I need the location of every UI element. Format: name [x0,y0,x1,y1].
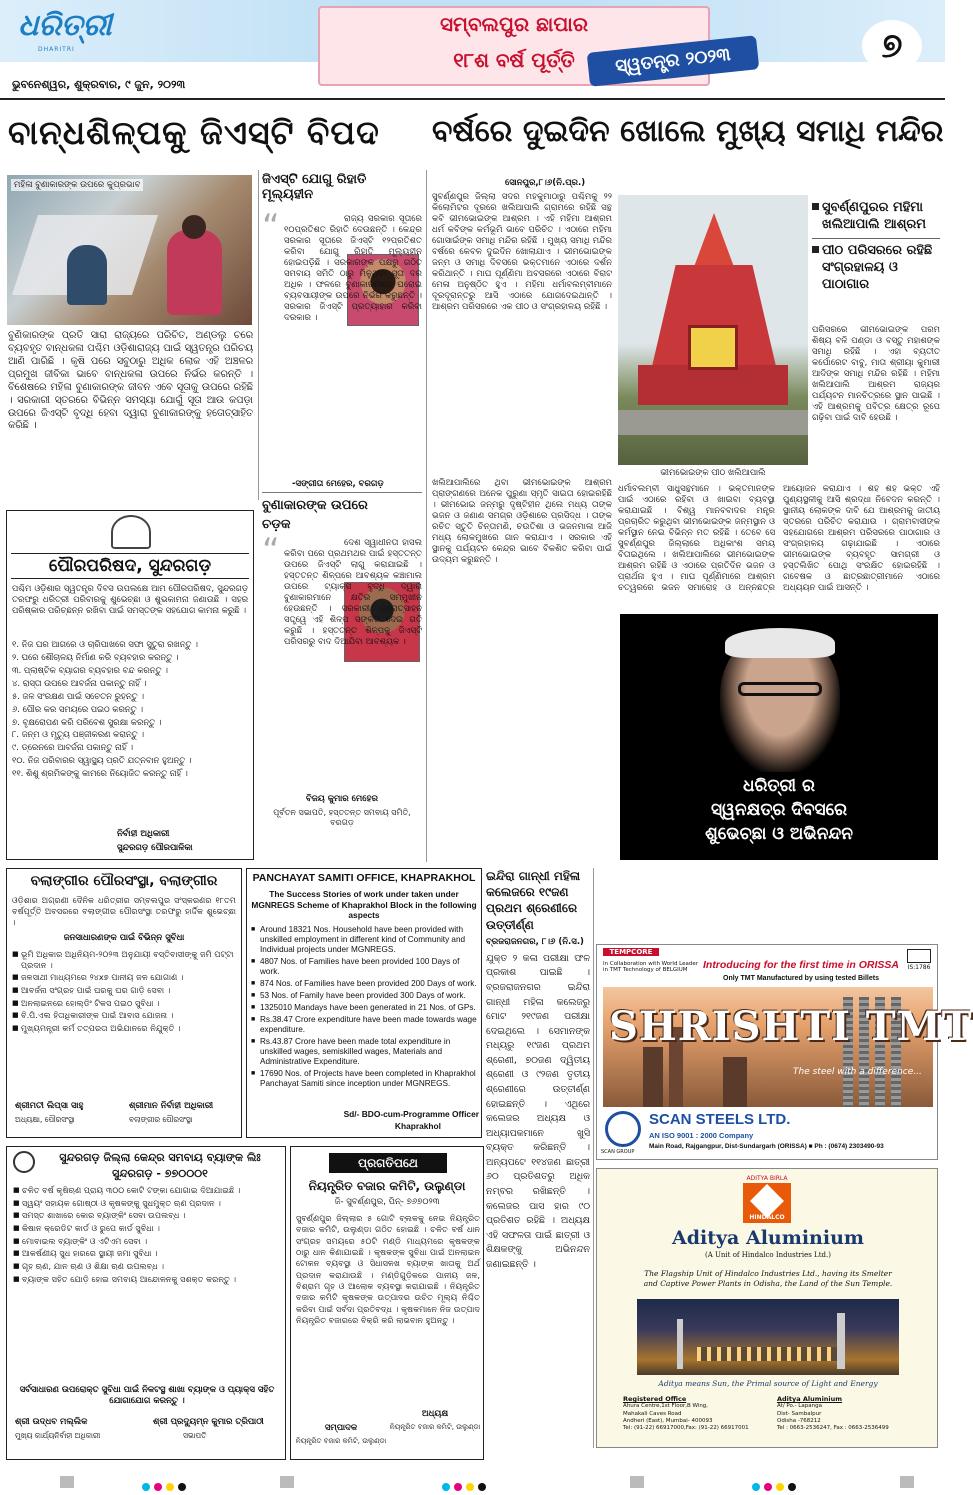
bolangir-title: ବଲାଙ୍ଗୀର ପୌରସଂସ୍ଥା, ବଲାଙ୍ଗୀର [30,873,218,889]
panchayat-item: ■ 874 Nos. of Families have been provided 200 Days of work. [251,979,479,989]
bolangir-item: ■ ବି.ପି.ଏଲ ହିତାଧିକାରୀଙ୍କ ପାଇଁ ଆବାସ ଯୋଜନା । [12,1010,236,1021]
tribute-line-2: ସ୍ୱନକ୍ଷତ୍ର ଦିବସରେ [710,800,848,820]
temple-photo [618,195,808,465]
temple-photo-caption: ଭୀମଭୋଇଙ୍କ ପୀଠ ଖଲିଆପାଲି [660,468,766,478]
lead-left-headline: ବାନ୍ଧଶିଳ୍ପକୁ ଜିଏସ୍‌ଟି ବିପଦ [8,113,380,152]
hindalco-plant: Aditya Aluminium At/ Po.- Lapanga Dist- Sambalpur Odisha -768212 Tel : 0663-2536247, Fax : 0663-2536499 [777,1395,889,1431]
bolangir-sign-2: ଶ୍ରୀମାନ ନିର୍ବାହୀ ଅଧିକାରୀ [129,1101,214,1111]
masthead [0,0,945,100]
college-notice [486,868,590,1448]
lead-right-side-body: ପରିସରରେ ଭୀମଭୋଇଙ୍କ ପରମ ଶିଷ୍ୟ ବଳି ପଣ୍ଡା ଓ ବସ୍ତୁ ମହାଶଙ୍କ ସମାଧି ରହିଛି । ଏହା ବ୍ୟତୀତ କର୍ପୋରେଟ ବାବୁ, ମାତା ଶ୍ରୀୟା କୁମାରୀ ଆଦିଙ୍କ ସମାଧି ମନ୍ଦିର ରହିଛି । ମହିମା ଖଲିଆପାଲି ଆଶ୍ରମ ରାଜ୍ୟର ପର୍ଯ୍ୟଟନ ମାନଚିତ୍ରରେ ସ୍ଥାନ ପାଇଛି । ଏହି ଆଶ୍ରମକୁ ପବିତ୍ର କ୍ଷେତ୍ର ରୂପେ ଗଢ଼ିବା ପାଇଁ ଦାବି ହେଉଛି । [812,325,940,424]
paurparishad-item: ୨. ଘରେ ଶୌଚାଳୟ ନିର୍ମାଣ କରି ବ୍ୟବହାର କରନ୍ତୁ । [12,651,179,662]
paurparishad-item: ୪. ରାସ୍ତା ଉପରେ ଆବର୍ଜନା ପକାନ୍ତୁ ନାହିଁ । [12,677,147,688]
sidebar-quote-1-author: -ସଙ୍ଗୀତା ମେହେର, ବରଗଡ଼ [292,479,384,489]
bank-footer: ସର୍ବସାଧାରଣ ଉପରୋକ୍ତ ସୁବିଧା ପାଇଁ ନିକଟସ୍ଥ ଶାଖା ବ୍ୟାଙ୍କ ଓ ପ୍ୟାକ୍‌ସ ସହିତ ଯୋଗାଯୋଗ କରନ୍ତୁ । [19,1385,275,1407]
page-number: ୭ [862,20,922,72]
panchayat-sign: Sd/- BDO-cum-Programme Officer [343,1109,479,1119]
sidebar-kicker: ଜିଏସ୍‌ଟି ଯୋଗୁ ରିହାତି [262,172,367,187]
hindalco-subtitle: (A Unit of Hindalco Industries Ltd.) [705,1251,831,1259]
bolangir-item: ■ ଭୂମି ଅଧିକାର ଅଧିନିୟମ-୨୦୨୩ ଅନୁଯାୟୀ ବସ୍ତିବାସୀଙ୍କୁ ଜମି ପଟ୍ଟା ପ୍ରଦାନ । [12,949,236,970]
bank-logo-icon [13,1151,35,1173]
bank-subtitle: ସୁନ୍ଦରଗଡ଼ - ୭୭୦୦୦୧ [112,1167,208,1180]
paurparishad-item: ୧. ନିଜ ଘର ଆଗରେ ଓ ଚାରିପାଖରେ ସଫା ସୁତୁରା ରଖନ୍ତୁ । [12,639,198,649]
college-title: ଇନ୍ଦିରା ଗାନ୍ଧୀ ମହିଳା କଲେଜରେ ୧୯ଜଣ ପ୍ରଥମ ଶ୍ରେଣୀରେ ଉତ୍ତୀର୍ଣ୍ଣ [486,869,581,932]
bank-item: ■ କିଷାନ କ୍ରେଡିଟ କାର୍ଡ ଓ ରୁପେ କାର୍ଡ ସୁବିଧା । [13,1223,281,1234]
bank-sign-1-role: ମୁଖ୍ୟ କାର୍ଯ୍ୟନିର୍ବାହୀ ଅଧିକାରୀ [15,1431,101,1440]
scan-group-label: SCAN GROUP [601,1149,635,1155]
hindalco-logo [743,1183,791,1223]
paurparishad-intro: ପଶ୍ଚିମ ଓଡ଼ିଶାର ସ୍ୱତନ୍ତ୍ର ଦିବସ ଉପଲକ୍ଷେ ଆମ ପୌରପରିଷଦ, ସୁନ୍ଦରଗଡ଼ ତରଫରୁ ଧରିତ୍ରୀ ପରିବାରକୁ ଶୁଭେଚ୍ଛା ଓ ଶୁଭକାମନା ଜଣାଉଛି । ସହର ପରିଷ୍କାର ପରିଚ୍ଛନ୍ନ ରଖିବା ପାଇଁ ସମସ୍ତଙ୍କ ସହଯୋଗ କାମନା କରୁଛି । [12,583,248,616]
panchayat-title: PANCHAYAT SAMITI OFFICE, KHAPRAKHOL [252,872,476,884]
cmyk-dots-2 [440,1476,488,1495]
scan-company: SCAN STEELS LTD. [649,1111,791,1128]
bank-item: ■ ମୋବାଇଲ ବ୍ୟାଙ୍କିଂ ଓ ଏଟିଏମ ସେବା । [13,1236,281,1247]
isi-badge: IS:1786 [907,949,931,971]
shrishti-tagline: The steel with a difference... [793,1067,922,1077]
scan-iso: AN ISO 9001 : 2000 Company [649,1131,754,1140]
sidebar-article [262,172,422,862]
bazar-subtitle: ଜି- ସୁବର୍ଣ୍ଣପୁର, ପିନ୍- ୭୬୭୦୨୩ [334,1197,440,1207]
col-rule-1 [258,170,259,500]
paurparishad-list [12,639,248,781]
paurparishad-item: ୧୧. ଶିଶୁ ଶ୍ରମିକଙ୍କୁ କାମରେ ନିୟୋଜିତ କରନ୍ତୁ ନାହିଁ । [12,768,188,779]
panchayat-item: ■ Rs.38.47 Crore expenditure have been made towards wage expenditure. [251,1015,479,1035]
scan-address: Main Road, Rajgangpur, Dist-Sundargarh (ORISSA) ■ Ph : (0674) 2303490-93 [649,1143,884,1150]
tribute-line-3: ଶୁଭେଚ୍ଛା ଓ ଅଭିନନ୍ଦନ [705,824,853,844]
bank-sign-2: ଶ୍ରୀ ପ୍ରଦ୍ୟୁମ୍ନ କୁମାର ତ୍ରିପାଠୀ [153,1417,264,1427]
plant-photo [637,1299,899,1375]
panchayat-item: ■ 17690 Nos. of Projects have been completed in Khaprakhol Panchayat Samiti since inception under MGNREGS. [251,1069,479,1089]
cmyk-dots-1 [140,1476,188,1495]
bank-item: ■ ଗୃହ ଋଣ, ଯାନ ଋଣ ଓ ଶିକ୍ଷା ଋଣ ଉପଲବ୍ଧ । [13,1261,281,1272]
sidebar-quote-2-author: ବିଜୟ କୁମାର ମେହେର [306,794,378,804]
panchayat-item: ■ Rs.43.87 Crore have been made total expenditure in unskilled wages, semiskilled wages, Materials and Administrative Expenditure. [251,1037,479,1067]
quote-mark-icon-2: “ [262,531,280,571]
bank-item: ■ ଆକର୍ଷଣୀୟ ସୁଧ ହାରରେ ସ୍ଥାୟୀ ଜମା ସୁବିଧା । [13,1248,281,1259]
paurparishad-item: ୩. ପ୍ଲାଷ୍ଟିକ ବ୍ୟାଗର ବ୍ୟବହାର ବନ୍ଦ କରନ୍ତୁ । [12,664,168,675]
weaving-photo [7,175,252,325]
sidebar-quote-2-role: ପୂର୍ବତନ ସଭାପତି, ହସ୍ତତନ୍ତ ସମବାୟ ସମିତି, ବରଗଡ଼ [273,808,411,828]
panchayat-item: ■ Around 18321 Nos. Household have been provided with unskilled employment in different kind of Community and Individual projects under MGNREGS. [251,925,479,955]
shrishti-logo: SHRISHTI TMT [609,1003,973,1050]
tribute-line-1: ଧରିତ୍ରୀ ର [743,776,815,796]
cmyk-dots-3 [750,1476,798,1495]
bolangir-item: ■ ଆବର୍ଜନା ସଂଗ୍ରହ ପାଇଁ ଘରକୁ ଘର ଗାଡ଼ି ସେବା । [12,985,236,996]
shrishti-visual [603,987,973,1107]
hindalco-motto: Aditya means Sun, the Primal source of Light and Energy [658,1379,878,1388]
ad-paurparishad [6,510,254,860]
photo-caption: ମହିଳା ବୁଣାକାରଙ୍କ ଉପରେ କୁପ୍ରଭାବ [11,179,143,191]
dharitri-logo: ଧରିତ୍ରୀ [18,8,112,43]
bank-item: ■ ଚଳିତ ବର୍ଷ କୃଷିଋଣ ପ୍ରାୟ ୩୦୦ କୋଟି ଟଙ୍କା ଯୋଗାଇ ଦିଆଯାଇଛି । [13,1185,281,1196]
lead-right-body-1: ସୁବର୍ଣ୍ଣପୁର ଜିଲ୍ଲା ସଦର ମହକୁମାଠାରୁ ପଶ୍ଚିମକୁ ୨୨ କିଲୋମିଟର ଦୂରରେ ଖଲିଆପାଲି ଗ୍ରାମରେ ରହିଛି ସନ୍ଥ କବି ଭୀମଭୋଇଙ୍କ ଆଶ୍ରମ । ଏହି ମହିମା ଆଶ୍ରମ ଧର୍ମ କବିଙ୍କ କର୍ମଭୂମି ଭାବେ ପରିଚିତ । ଏଠାରେ ମହିମା ଗୋସାଇଁଙ୍କ ସମାଧି ମନ୍ଦିର ରହିଛି । ମୁଖ୍ୟ ସମାଧି ମନ୍ଦିର ବର୍ଷରେ କେବଳ ଦୁଇଦିନ ଖୋଲାଯାଏ । ଭୀମଭୋଇଙ୍କ ଜନ୍ମ ଓ ସମାଧି ଦିବସରେ ଭକ୍ତମାନେ ଏଠାରେ ଦର୍ଶନ କରିଥାନ୍ତି । ମାଘ ପୂର୍ଣ୍ଣିମା ଅବସରରେ ଏଠାରେ ବିରାଟ ମେଳା ଅନୁଷ୍ଠିତ ହୁଏ । ମହିମା ଧର୍ମାବଲମ୍ବୀମାନେ ଦୂରଦୂରାନ୍ତରୁ ଆସି ଏଠାରେ ଯୋଗଦେଇଥାନ୍ତି । ଆଶ୍ରମ ପରିସରରେ ଏକ ପୀଠ ଓ ସଂଗ୍ରହାଳୟ ରହିଛି । [432,192,612,313]
bolangir-sign-2-role: ବଲାଙ୍ଗୀର ପୌରସଂସ୍ଥା [129,1115,193,1124]
bazar-banner: ପ୍ରଗତିପଥେ [329,1153,447,1173]
bolangir-subtitle: ଜନସାଧାରଣଙ୍କ ପାଇଁ ବିଭିନ୍ନ ସୁବିଧା [63,933,185,943]
paurparishad-sign-2: ସୁନ୍ଦରଗଡ଼ ପୌରପାଳିକା [117,843,193,853]
ad-bazar [290,1146,484,1460]
bolangir-item: ■ ଜଳସାଥୀ ମାଧ୍ୟମରେ ୨୪x୭ ପାନୀୟ ଜଳ ଯୋଗାଣ । [12,972,236,983]
bolangir-list [12,949,236,1036]
highlight-box [812,200,940,293]
panchayat-item: ■ 4807 Nos. of Families have been provided 100 Days of work. [251,957,479,977]
bolangir-sign-1-role: ଅଧ୍ୟକ୍ଷା, ପୌରସଂସ୍ଥା [15,1115,75,1124]
paurparishad-item: ୭. ବୃକ୍ଷରୋପଣ କରି ପରିବେଶ ସୁରକ୍ଷା କରନ୍ତୁ । [12,716,162,727]
dharitri-logo-sub: DHARITRI [38,46,75,53]
lead-right-lower-body: ଧର୍ମାବଲମ୍ବୀ ସାଧୁସନ୍ଥମାନେ । ଭକ୍ତମାନଙ୍କ ପାଇଁ ଏଠାରେ ରହିବା ଓ ଖାଇବା ବ୍ୟବସ୍ଥା କରାଯାଇଛି । ବିଶ୍ୱ ମାନବବାଦର ମନ୍ତ୍ର ପ୍ରଚାରିତ କରୁଥିବା ଭୀମଭୋଇଙ୍କ ଜନ୍ମସ୍ଥାନ ଓ କର୍ମସ୍ଥାନ ନେଇ ବିଭିନ୍ନ ମତ ରହିଛି । ତେବେ ସେ ସୁବର୍ଣ୍ଣପୁର ଜିଲ୍ଲାରେ ଅଧିକାଂଶ ସମୟ ବିତାଇଥିଲେ । ଖଲିଆପାଲିରେ ଭୀମଭୋଇଙ୍କ ଆଶ୍ରମ ରହିଛି ଓ ଏଠାରେ ପ୍ରତିଦିନ ଭଜନ ଓ ପ୍ରାର୍ଥନା ହୁଏ । ମାଘ ପୂର୍ଣ୍ଣିମାରେ ଆଶ୍ରମ ଚତ୍ୱରରେ ଭଜନ ସମାରୋହ ଓ ଅନ୍ନଛତ୍ର ଆୟୋଜନ କରାଯାଏ । ଶହ ଶହ ଭକ୍ତ ଏହି ପୁଣ୍ୟସ୍ଥଳୀକୁ ଆସି ଶ୍ରଦ୍ଧା ନିବେଦନ କରନ୍ତି । ସ୍ଥାନୀୟ ଲୋକଙ୍କ ଦାବି ଯେ ଆଶ୍ରମକୁ ଜାତୀୟ ସ୍ତରରେ ପରିଚିତ କରାଯାଉ । ଗ୍ରାମବାସୀଙ୍କ ସହଯୋଗରେ ଆଶ୍ରମ ପରିସରରେ ପାଠାଗାର ଓ ସଂଗ୍ରହାଳୟ ଗଢ଼ାଯାଇଛି । ଏଠାରେ ଭୀମଭୋଇଙ୍କ ବ୍ୟବହୃତ ସାମଗ୍ରୀ ଓ ହସ୍ତଲିଖିତ ପୋଥି ସଂରକ୍ଷିତ ହୋଇରହିଛି । ଗବେଷକ ଓ ଛାତ୍ରଛାତ୍ରୀମାନେ ଏଠାରେ ଅଧ୍ୟୟନ ପାଇଁ ଆସନ୍ତି । [618,484,940,594]
sidebar-headline: ମୂଲ୍ୟହୀନ [262,187,314,202]
tribute-portrait [720,632,840,772]
bazar-sign-1-line: ନିୟନ୍ତ୍ରିତ ବଜାର କମିଟି, ଉଲୁଣ୍ଡା [295,1437,387,1445]
bazar-sign-2: ଅଧ୍ୟକ୍ଷ [421,1409,449,1419]
lead-right-body-2: ଖଲିଆପାଲିରେ ଥିବା ଭୀମଭୋଇଙ୍କ ଆଶ୍ରମ ପ୍ରାଙ୍ଗଣରେ ଅନେକ ପୁରୁଣା ସ୍ମୃତି ସାଇତା ହୋଇରହିଛି । ଭୀମଭୋଇ ଜନ୍ମରୁ ଦୃଷ୍ଟିହୀନ ଥିଲେ ମଧ୍ୟ ତାଙ୍କ ଭଜନ ଓ ଜଣାଣ ସମଗ୍ର ଓଡ଼ିଶାରେ ପ୍ରସିଦ୍ଧ । ତାଙ୍କ ରଚିତ ସ୍ତୁତି ଚିନ୍ତାମଣି, ଚଉତିଶା ଓ ଭଜନମାଳା ଆଜି ମଧ୍ୟ ଲୋକମୁଖରେ ଗାନ କରାଯାଏ । ସରକାର ଏହି ସ୍ଥାନକୁ ପର୍ଯ୍ୟଟନ କେନ୍ଦ୍ର ଭାବେ ବିକଶିତ କରିବା ପାଇଁ ଉଦ୍ୟମ କରୁଛନ୍ତି । [432,478,612,566]
bank-item: ■ ବ୍ୟାଙ୍କ ସହିତ ଯୋଡ଼ି ହୋଇ ସମବାୟ ଆନ୍ଦୋଳନକୁ ସଶକ୍ତ କରନ୍ତୁ । [13,1274,281,1285]
aditya-birla-label: ADITYA BIRLA [746,1175,788,1182]
sidebar-kicker-2: ବୁଣାକାରଙ୍କ ଉପରେ [262,498,368,513]
paurparishad-sign-1: ନିର୍ବାହୀ ଅଧିକାରୀ [117,829,170,839]
quote-mark-icon: “ [262,207,280,247]
emblem-icon [111,515,151,549]
panchayat-item: ■ 1325010 Mandays have been generated in 21 Nos. of GPs. [251,1003,479,1013]
bazar-sign-1: ସମ୍ପାଦକ [324,1423,358,1433]
masthead-rule [0,98,945,100]
col-rule-2 [426,170,427,862]
lead-right-headline: ବର୍ଷରେ ଦୁଇଦିନ ଖୋଲେ ମୁଖ୍ୟ ସମାଧି ମନ୍ଦିର [432,114,944,149]
shrishti-sub: Only TMT Manufactured by using tested Billets [723,975,879,982]
hindalco-logo-word: HINDALCO [749,1214,785,1221]
hindalco-reg: Registered Office Ahura Centre,1st Floor,B Wing, Mahakali Caves Road Andheri (East), Mumbai- 400093 Tel: (91-22) 66917000,Fax: (91-22) 66917001 [623,1395,749,1431]
banner-line-2: ୧୮ଶ ବର୍ଷ ପୂର୍ତ୍ତି [453,48,575,72]
lead-left-body: ବୁଣିକାରଙ୍କ ପ୍ରତି ସାରା ରାଜ୍ୟରେ ପରିଚିତ, ଅଣ୍ଡଲୁ ଚରେ ବ୍ୟବହୃତ ବାନ୍ଧକଳା ପଶ୍ଚିମ ଓଡ଼ିଶାରାଜ୍ୟ ପାଇଁ ସ୍ୱତନ୍ତ୍ର ପରିଚୟ ଆଣି ପାରିଛି । କୃଷି ପରେ ସବୁଠାରୁ ଅଧିକ ଲୋକ ଏହି ଅଞ୍ଚଳର ପ୍ରମୁଖ ଜୀବିକା ଭାବେ ବାନ୍ଧକଳା ଉପରେ ନିର୍ଭର କରନ୍ତି । ବିଶେଷରେ ମହିଳା ବୁଣାକାରଙ୍କ ଜୀବନ ଏବେ ସୂତାକୁ ଉପରେ ରହିଛି । ସରକାରୀ ସ୍ତରରେ ବିଭିନ୍ନ ସମସ୍ୟା ଯୋଗୁଁ ସୂତା ଆଉ କପଡ଼ା ଉପରେ ଜିଏସ୍‌ଟି ବୃଦ୍ଧି ହେବା ଦ୍ୱାରା ବୁଣାକାରଙ୍କୁ ହତୋତ୍ସାହିତ କରିଛି । [8,330,253,432]
banner-tag: ସ୍ୱତନ୍ତ୍ର ୨୦୨୩ [587,35,760,87]
paurparishad-title: ପୌରପରିଷଦ, ସୁନ୍ଦରଗଡ଼ [11,553,249,579]
bank-item: ■ ସମସ୍ତ ଶାଖାରେ କୋର ବ୍ୟାଙ୍କିଂ ସେବା ଉପଲବ୍ଧ । [13,1210,281,1221]
ad-panchayat [246,868,482,1138]
bank-item: ■ ସ୍ୱୟଂ ସହାୟକ ଗୋଷ୍ଠୀ ଓ କୃଷକଙ୍କୁ ସୁଧମୁକ୍ତ ଋଣ ପ୍ରଦାନ । [13,1198,281,1209]
bazar-title: ନିୟନ୍ତ୍ରିତ ବଜାର କମିଟି, ଉଲୁଣ୍ଡା [308,1179,466,1193]
bank-sign-2-role: ସଭାପତି [183,1431,207,1440]
bank-sign-1: ଶ୍ରୀ ଉଦ୍ଧବ ମଲ୍ଲିକ [15,1417,88,1427]
sidebar-quote-2: ଦେଶ ସ୍ୱାଧୀନତା ହାସଲ କରିବା ପରେ ପ୍ରଥମଥର ପାଇଁ ହସ୍ତତନ୍ତ ଉପରେ ଜିଏସ୍‌ଟି ଲାଗୁ କରାଯାଇଛି । ହସ୍ତତନ୍ତ ଶିଳ୍ପରେ ଆବଶ୍ୟକ କଞ୍ଚାମାଲ ଉପରେ ଟ୍ୟାକ୍ସ ବୃଦ୍ଧି ଦ୍ୱାରା ବୁଣାକାରମାନେ କ୍ଷତିର ସମ୍ମୁଖୀନ ହେଉଛନ୍ତି । ସରକାରୀ ପ୍ରୋତ୍ସାହନ ସତ୍ତ୍ୱେ ଏହି ଶିଳ୍ପ ସଙ୍କଟ ଦେଇ ଗତି କରୁଛି । ହସ୍ତତନ୍ତ ଶିଳ୍ପକୁ ଜିଏସ୍‌ଟି ପରିସରରୁ ବାଦ ଦିଆଯିବା ଆବଶ୍ୟକ । [284,538,422,648]
paurparishad-item: ୯. ଡ୍ରେନରେ ଆବର୍ଜନା ପକାନ୍ତୁ ନାହିଁ । [12,742,134,753]
bazar-body: ସୁବର୍ଣ୍ଣପୁର ଜିଲ୍ଲାର ୫ ଗୋଟି ବ୍ଲକକୁ ନେଇ ନିୟନ୍ତ୍ରିତ ବଜାର କମିଟି, ଉଲୁଣ୍ଡା ଗଠିତ ହୋଇଛି । ଚଳିତ ବର୍ଷ ଧାନ ସଂଗ୍ରହ ସମୟରେ ୫୦ଟି ମଣ୍ଡି ମାଧ୍ୟମରେ କୃଷକଙ୍କ ଠାରୁ ଧାନ କିଣାଯାଇଛି । କୃଷକଙ୍କ ସୁବିଧା ପାଇଁ ଅନଲାଇନ ଟୋକନ ବ୍ୟବସ୍ଥା ଓ ସିଧାସଳଖ ବ୍ୟାଙ୍କ ଖାତାକୁ ଅର୍ଥ ପ୍ରଦାନ କରାଯାଉଛି । ମଣ୍ଡିଗୁଡ଼ିକରେ ପାନୀୟ ଜଳ, ବିଶ୍ରାମ ଗୃହ ଓ ଆଲୋକ ବ୍ୟବସ୍ଥା କରାଯାଇଛି । ନିୟନ୍ତ୍ରିତ ବଜାର କମିଟି କୃଷକଙ୍କ ଉତ୍ପାଦର ଉଚିତ ମୂଲ୍ୟ ନିଶ୍ଚିତ କରିବା ପାଇଁ ସର୍ବଦା ପ୍ରତିବଦ୍ଧ । କୃଷକମାନେ ନିଜ ଉତ୍ପାଦ ନିୟନ୍ତ୍ରିତ ବଜାରରେ ବିକ୍ରି କରି ଲାଭବାନ ହୁଅନ୍ତୁ । [296,1213,480,1325]
lead-right-dateline: ସୋନପୁର,୮।୬(ନି.ପ୍ର.) [505,178,586,188]
edition-line: ଭୁବନେଶ୍ୱର, ଶୁକ୍ରବାର, ୯ ଜୁନ, ୨୦୨୩ [12,78,186,91]
col-rule-3 [593,868,594,1448]
bolangir-item: ■ ମୁଖ୍ୟମନ୍ତ୍ରୀ କର୍ମ ତତ୍ପରତା ଅଭିଯାନରେ ନିଯୁକ୍ତି । [12,1023,236,1034]
sidebar-quote-1: ରାଜ୍ୟ ସରକାର ସୂତାରେ ୧୦ପ୍ରତିଶତ ରିହାତି ଦେଉଛନ୍ତି । କେନ୍ଦ୍ର ସରକାର ସୂତାରେ ଜିଏସ୍‌ଟି ୧୨ପ୍ରତିଶତ କରିବା ଯୋଗୁ ରିହାତି ମୂଲ୍ୟହୀନ ହୋଇପଡ଼ିଛି । ସରକାରଙ୍କ ପକ୍ଷରୁ ଗଠିତ ସମବାୟ ସମିତି ଠାରୁ ମିଳୁଥିବା ସୂତା ଦର ଅଧିକ । ଫଳରେ ବୁଣାକାରମାନେ ଘରୋଇ ବ୍ୟବସାୟୀଙ୍କ ଉପରେ ନିର୍ଭର କରୁଛନ୍ତି । ସରକାର ଜିଏସ୍‌ଟି ପ୍ରତ୍ୟାହାର କରିବା ଦରକାର । [284,214,422,324]
paurparishad-item: ୮. ଜନ୍ମ ଓ ମୃତ୍ୟୁ ପଞ୍ଜୀକରଣ କରାନ୍ତୁ । [12,729,145,740]
panchayat-item: ■ 53 Nos. of Family have been provided 300 Days of work. [251,991,479,1001]
paurparishad-item: ୧୦. ନିଜ ପରିବାରର ସ୍ୱାସ୍ଥ୍ୟ ପ୍ରତି ଯତ୍ନବାନ ହୁଅନ୍ତୁ । [12,755,192,766]
hindalco-desc: The Flagship Unit of Hindalco Industries Ltd., having its Smelter and Captive Power Plants in Odisha, the Land of the Sun Temple. [643,1269,893,1289]
sidebar-headline-2: ଚଡ଼କ [262,517,291,532]
bolangir-intro: ଓଡ଼ିଶାର ଅଗ୍ରଣୀ ଦୈନିକ ଧରିତ୍ରୀର ସମ୍ବଲପୁର ସଂସ୍କରଣର ୧୮ତମ ବର୍ଷପୂର୍ତ୍ତି ଅବସରରେ ବଲାଙ୍ଗୀର ପୌରସଂସ୍ଥା ତରଫରୁ ହାର୍ଦ୍ଦିକ ଶୁଭେଚ୍ଛା । [12,895,236,927]
print-marks-footer [0,1470,945,1494]
tribute-panel [620,614,938,860]
highlight-point-2: ପୀଠ ପରିସରରେ ରହିଛି ସଂଗ୍ରହାଳୟ ଓ ପାଠାଗାର [812,243,940,294]
paurparishad-item: ୫. ଜଳ ସଂରକ୍ଷଣ ପାଇଁ ସଚେତନ ରୁହନ୍ତୁ । [12,690,144,701]
ad-hindalco [596,1168,938,1448]
ad-bolangir [6,868,242,1138]
tempcore-logo: TEMPCORE [603,948,659,956]
hindalco-title: Aditya Aluminium [671,1227,865,1249]
panchayat-sign-2: Khaprakhol [394,1121,441,1131]
scan-group-logo [605,1111,641,1147]
bank-list [13,1185,281,1286]
paurparishad-item: ୬. ପୌର କର ସମୟରେ ପଇଠ କରନ୍ତୁ । [12,703,143,714]
banner-line-1: ସମ୍ବଲପୁର ଛାପାର [439,12,589,36]
bolangir-item: ■ ଅନଲାଇନରେ ହୋଲ୍ଡିଂ ଟିକସ ପଇଠ ସୁବିଧା । [12,998,236,1009]
ad-shrishti [596,944,973,1160]
college-body: ଯୁକ୍ତ ୨ କଳା ପରୀକ୍ଷା ଫଳ ପ୍ରକାଶ ପାଇଛି । ବ୍ରଜରାଜନଗର ଇନ୍ଦିରା ଗାନ୍ଧୀ ମହିଳା କଲେଜରୁ ମୋଟ ୨୧୯ଜଣ ପରୀକ୍ଷା ଦେଇଥିଲେ । ସେମାନଙ୍କ ମଧ୍ୟରୁ ୧୯ଜଣ ପ୍ରଥମ ଶ୍ରେଣୀ, ୭୦ଜଣ ଦ୍ୱିତୀୟ ଶ୍ରେଣୀ ଓ ୯୨ଜଣ ତୃତୀୟ ଶ୍ରେଣୀରେ ଉତ୍ତୀର୍ଣ୍ଣ ହୋଇଛନ୍ତି । ଏଥିରେ କଲେଜର ଅଧ୍ୟକ୍ଷ ଓ ଅଧ୍ୟାପକମାନେ ଖୁସି ବ୍ୟକ୍ତ କରିଛନ୍ତି । ଅନ୍ୟପଟେ ୧୧୪ଜଣ ଛାତ୍ରୀ ୬୦ ପ୍ରତିଶତରୁ ଅଧିକ ନମ୍ବର ରଖିଛନ୍ତି । କଲେଜର ପାସ ହାର ୯୦ ପ୍ରତିଶତ ରହିଛି । ଅଧ୍ୟକ୍ଷ ଏହି ସଫଳତା ପାଇଁ ଛାତ୍ରୀ ଓ ଶିକ୍ଷକଙ୍କୁ ଅଭିନନ୍ଦନ ଜଣାଇଛନ୍ତି । [486,952,590,1270]
college-dateline: ବ୍ରଜରାଜନଗର, ୮।୬ (ନି.ସ.) [486,936,584,947]
highlight-point-1: ସୁବର୍ଣ୍ଣପୁରର ମହିମା ଖଲିଆପାଲି ଆଶ୍ରମ [812,200,940,234]
bank-title: ସୁନ୍ଦରଗଡ଼ ଜିଲ୍ଲା କେନ୍ଦ୍ର ସମବାୟ ବ୍ୟାଙ୍କ ଲିଃ [59,1151,261,1164]
bolangir-sign-1: ଶ୍ରୀମତୀ ଲିପ୍‌ସା ସାହୁ [15,1101,84,1111]
bazar-sign-2-line: ନିୟନ୍ତ୍ରିତ ବଜାର କମିଟି, ଉଲୁଣ୍ଡା [389,1423,481,1431]
shrishti-headline: Introducing for the first time in ORISSA [702,959,899,971]
sidebar-divider [262,492,422,493]
panchayat-subtitle: The Success Stories of work under taken under MGNREGS Scheme of Khaprakhol Block in the following aspects [251,889,477,920]
panchayat-list [251,925,479,1091]
shrishti-collab: In Collaboration with World Leader in TMT Technology of BELGIUM [603,961,699,973]
ad-bank [6,1146,286,1460]
